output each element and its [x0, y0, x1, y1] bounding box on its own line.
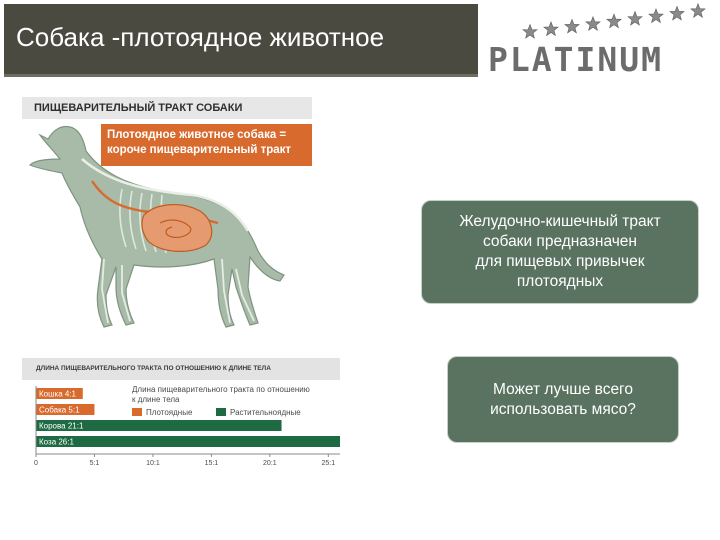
meat-callout-line2: использовать мясо? — [490, 400, 636, 418]
x-tick-label: 10:1 — [146, 460, 160, 467]
meat-callout-line1: Может лучше всего — [492, 380, 633, 398]
legend-label: Растительноядные — [230, 408, 301, 417]
digestive-callout-line2: собаки предназначен — [483, 233, 637, 250]
x-tick-label: 20:1 — [263, 460, 277, 467]
star-icon — [607, 14, 621, 28]
bar-label: Коза 26:1 — [39, 437, 74, 447]
platinum-logo — [484, 2, 718, 84]
digestive-callout-line4: плотоядных — [516, 273, 604, 290]
slide-title-bar — [4, 4, 478, 77]
dog-highlight-line2: короче пищеварительный тракт — [107, 144, 292, 156]
legend-swatch — [216, 408, 226, 416]
digestive-callout-line3: для пищевых привычек — [475, 253, 645, 270]
x-tick-label: 15:1 — [204, 460, 219, 467]
bar-label: Собака 5:1 — [39, 405, 80, 415]
dog-highlight-line1: Плотоядное животное собака = — [107, 129, 287, 141]
dog-stomach — [142, 205, 212, 252]
legend-title-line2: к длине тела — [132, 395, 180, 404]
star-icon — [544, 22, 558, 36]
star-icon — [523, 25, 537, 39]
legend-swatch — [132, 408, 142, 416]
x-tick-label: 0 — [34, 460, 38, 467]
x-tick-label: 5:1 — [89, 460, 100, 467]
star-icon — [670, 6, 684, 20]
slide-title: Собака -плотоядное животное — [16, 22, 385, 52]
dog-digestive-illustration — [22, 97, 312, 337]
dog-panel-header-text: ПИЩЕВАРИТЕЛЬНЫЙ ТРАКТ СОБАКИ — [34, 102, 243, 114]
x-tick-label: 25:1 — [321, 460, 336, 467]
star-icon — [691, 4, 705, 18]
digestive-callout — [421, 200, 699, 304]
meat-callout — [447, 356, 679, 443]
bar-label: Кошка 4:1 — [39, 389, 76, 399]
dog-highlight-box — [101, 124, 312, 166]
gut-length-chart — [22, 358, 342, 498]
bar-label: Корова 21:1 — [39, 421, 84, 431]
legend-title-line1: Длина пищеварительного тракта по отношению — [132, 385, 310, 394]
chart-header-bar — [22, 358, 340, 380]
bar — [36, 436, 340, 447]
star-icon — [586, 17, 600, 31]
digestive-callout-line1: Желудочно-кишечный тракт — [459, 213, 661, 230]
logo-text: PLATINUM — [488, 40, 663, 79]
chart-canvas — [22, 380, 342, 498]
star-icon — [628, 12, 642, 26]
dog-panel-header — [22, 97, 312, 119]
star-icon — [649, 9, 663, 23]
star-icon — [565, 19, 579, 33]
legend-label: Плотоядные — [146, 408, 193, 417]
chart-title: ДЛИНА ПИЩЕВАРИТЕЛЬНОГО ТРАКТА ПО ОТНОШЕНИЮ К ДЛИНЕ ТЕЛА — [36, 365, 271, 372]
